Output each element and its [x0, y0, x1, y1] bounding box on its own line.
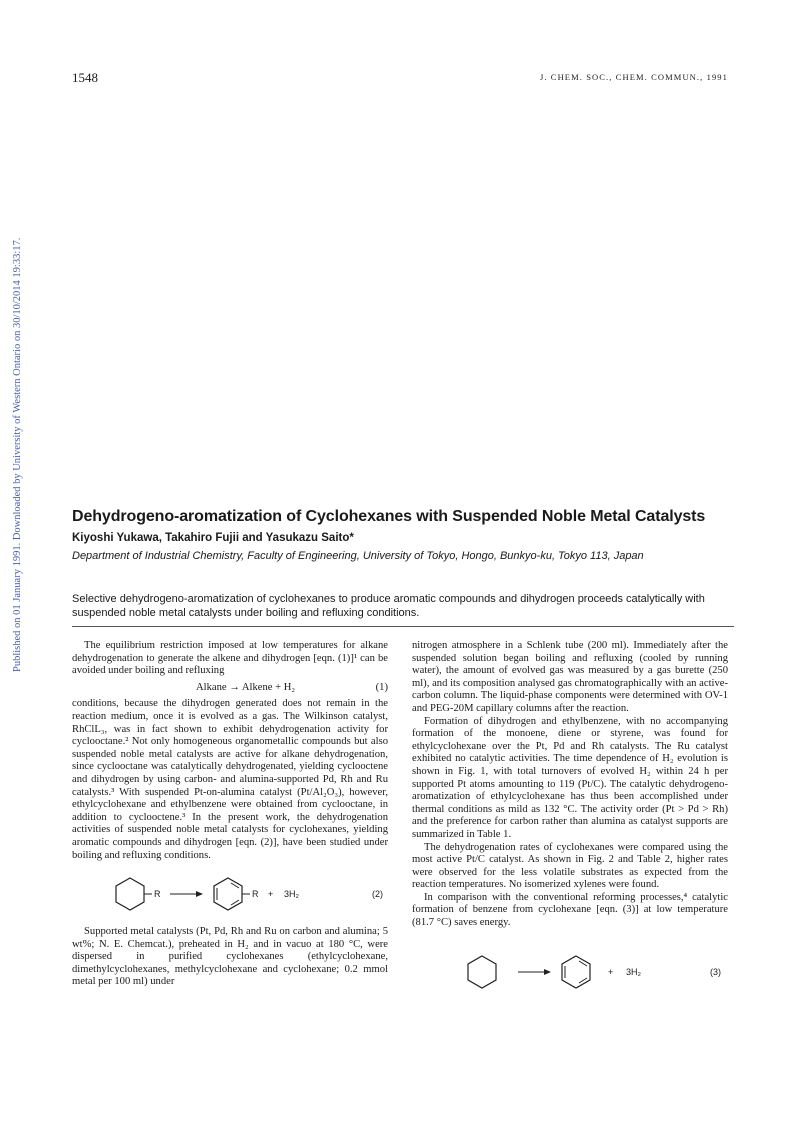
article-authors: Kiyoshi Yukawa, Takahiro Fujii and Yasukazu Saito*	[72, 532, 354, 544]
dihydrogen-product: 3H₂	[284, 889, 299, 900]
paragraph: The equilibrium restriction imposed at low temperatures for alkane dehydrogenation to generate the alkene and dihydrogen [eqn. (1)]¹ can be avoided under boiling and refluxing	[72, 640, 388, 677]
plus-sign: +	[268, 889, 274, 900]
benzene-ring-icon	[214, 878, 242, 910]
article-title: Dehydrogeno-aromatization of Cyclohexanes with Suspended Noble Metal Catalysts	[72, 508, 706, 525]
article-affiliation: Department of Industrial Chemistry, Faculty of Engineering, University of Tokyo, Hongo, Bunkyo-ku, Tokyo 113, Japan	[72, 550, 644, 562]
paragraph: In comparison with the conventional reforming processes,⁴ catalytic formation of benzene from cyclohexane [eqn. (3)] at low temperature (81.7 °C) saves energy.	[412, 891, 728, 929]
equation-3-number: (3)	[710, 966, 721, 977]
paragraph: The dehydrogenation rates of cyclohexanes were compared using the most active Pt/C catalyst. As shown in Fig. 2 and Table 2, higher rates were observed for the less volatile substrates as expected from the reaction temperatures. No isomerized xylenes were found.	[412, 841, 728, 891]
substituent-r: R	[154, 889, 161, 900]
reaction-2-structures	[72, 870, 388, 914]
article-abstract: Selective dehydrogeno-aromatization of cyclohexanes to produce aromatic compounds and dihydrogen proceeds catalytically with suspended noble metal catalysts under boiling and refluxing conditions.	[72, 593, 705, 619]
left-column	[72, 640, 388, 989]
plus-sign: +	[608, 966, 614, 977]
running-head: J. CHEM. SOC., CHEM. COMMUN., 1991	[539, 72, 728, 82]
paragraph: nitrogen atmosphere in a Schlenk tube (200 ml). Immediately after the suspended solution began boiling and refluxing (cooled by running water), the amount of evolved gas was measured by a gas burette (250 ml), and its composition analysed gas chromatographically with an active-carbon column. The liquid-phase components were determined with OV-1 and PEG-20M capillary columns after the reaction.	[412, 640, 728, 714]
substituent-r: R	[252, 889, 259, 900]
dihydrogen-product: 3H₂	[626, 966, 641, 977]
paragraph: Supported metal catalysts (Pt, Pd, Rh and Ru on carbon and alumina; 5 wt%; N. E. Chemcat.), preheated in H₂ and in vacuo at 180 °C, were dispersed in purified cyclohexanes (ethylcyclohexane, dimethylcyclohexanes, methylcyclohexane and cyclohexane; 0.2 mmol metal per 100 ml) under	[72, 926, 388, 988]
page-number: 1548	[72, 70, 98, 85]
equation-2-scheme	[72, 870, 388, 914]
right-column	[412, 640, 728, 1004]
equation-1	[72, 682, 388, 695]
reaction-3-structures	[412, 948, 728, 992]
equation-3-scheme	[412, 948, 728, 992]
equation-2-number: (2)	[372, 889, 383, 900]
cyclohexane-ring-icon	[468, 956, 496, 988]
paragraph: Formation of dihydrogen and ethylbenzene, with no accompanying formation of the monoene, diene or styrene, was found for ethylcyclohexane over the Pt, Pd and Rh catalysts. The Ru catalyst exhibited no catalytic activities. The time dependence of H₂ evolution is shown in Fig. 1, with total turnovers of evolved H₂ within 24 h per supported Pt atoms amounting to 119 (Pt/C). The catalytic dehydrogeno-aromatization of ethylcyclohexane has thus been accomplished under thermal conditions as mild as 132 °C. The activity order (Pt > Pd > Rh) and the preference for carbon rather than alumina as catalyst supports are summarized in Table 1.	[412, 715, 728, 840]
benzene-ring-icon	[562, 956, 590, 988]
equation-1-number: (1)	[375, 681, 388, 693]
download-sidebar	[0, 0, 24, 1128]
equation-1-text: Alkane → Alkene + H₂	[196, 681, 296, 693]
download-notice[interactable]: Published on 01 January 1991. Downloaded by University of Western Ontario on 30/10/2014 19:33:17.	[12, 237, 23, 672]
paragraph: conditions, because the dihydrogen generated does not remain in the reaction medium, once it is evolved as a gas. The Wilkinson catalyst, RhClL₃, was in fact shown to exhibit dehydrogenation activity for cyclooctane.² Not only homogeneous organometallic compounds but also suspended noble metal catalysts are active for alkane dehydrogenation, since cyclooctane was catalytically dehydrogenated, yielding cyclooctene and dihydrogen by using carbon- and alumina-supported Pd, Rh and Ru catalysts.³ With suspended Pt-on-alumina catalyst (Pt/Al₂O₃), however, ethylcyclohexane and ethylbenzene were obtained from cyclooctane, in addition to cyclooctene.³ In the present work, the dehydrogenation activities of suspended noble metal catalysts for cyclohexanes, yielding aromatic compounds and dihydrogen [eqn. (2)], have been studied under boiling and refluxing conditions.	[72, 698, 388, 861]
cyclohexane-ring-icon	[116, 878, 144, 910]
abstract-divider	[72, 626, 734, 627]
